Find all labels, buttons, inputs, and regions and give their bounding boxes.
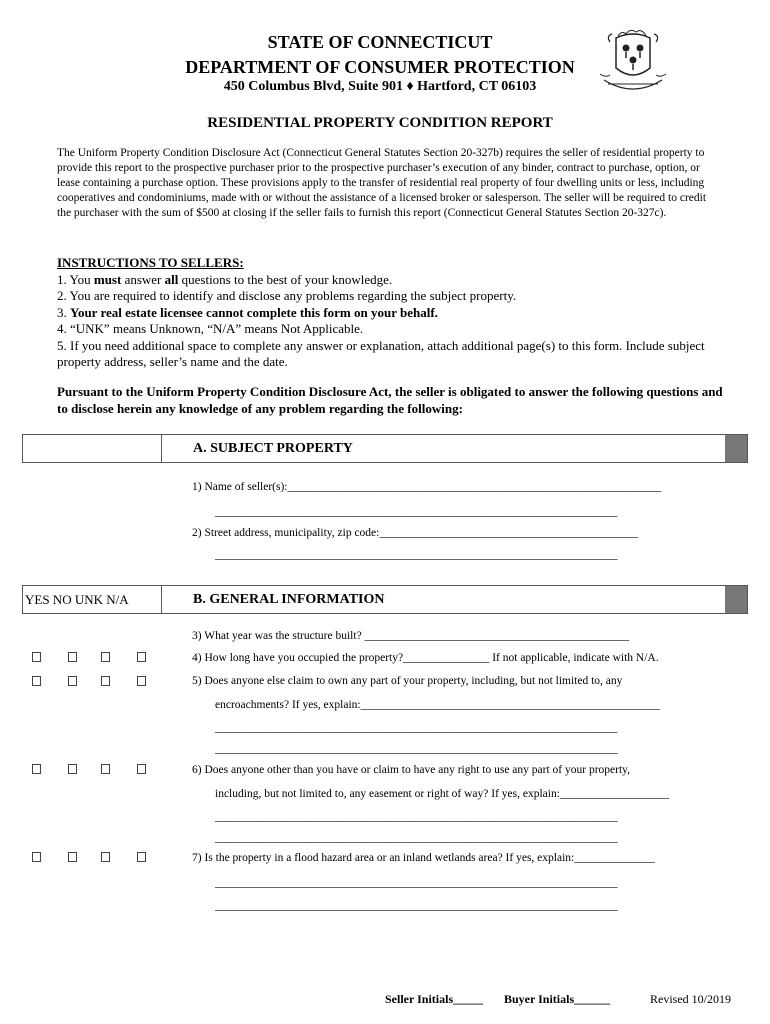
answer-columns-header: YES NO UNK N/A xyxy=(23,586,162,613)
section-a-shade xyxy=(725,435,747,462)
question-4[interactable]: 4) How long have you occupied the property?_______________ If not applicable, indicate with N/A. xyxy=(192,652,659,664)
q5-unk-checkbox[interactable] xyxy=(101,676,110,686)
section-a-header xyxy=(22,434,748,463)
q6-yes-checkbox[interactable] xyxy=(32,764,41,774)
q6-no-checkbox[interactable] xyxy=(68,764,77,774)
section-a-left-cell xyxy=(23,435,162,462)
header-address: 450 Columbus Blvd, Suite 901 ♦ Hartford, CT 06103 xyxy=(223,79,537,94)
q6-unk-checkbox[interactable] xyxy=(101,764,110,774)
buyer-initials-field[interactable]: Buyer Initials______ xyxy=(504,992,611,1006)
question-5-continued[interactable]: encroachments? If yes, explain:____________________________________________________ xyxy=(215,699,660,711)
q7-answer-line-1[interactable]: ______________________________________________________________________ xyxy=(215,877,618,889)
q4-na-checkbox[interactable] xyxy=(137,652,146,662)
section-a-title: A. SUBJECT PROPERTY xyxy=(193,441,353,456)
q4-no-checkbox[interactable] xyxy=(68,652,77,662)
question-6[interactable]: 6) Does anyone other than you have or claim to have any right to use any part of your property, xyxy=(192,764,631,776)
q4-yes-checkbox[interactable] xyxy=(32,652,41,662)
section-b-title: B. GENERAL INFORMATION xyxy=(193,592,385,607)
question-7[interactable]: 7) Is the property in a flood hazard area or an inland wetlands area? If yes, explain:______________ xyxy=(192,852,655,864)
instruction-4: 4. “UNK” means Unknown, “N/A” means Not Applicable. xyxy=(57,321,364,336)
q7-unk-checkbox[interactable] xyxy=(101,852,110,862)
intro-paragraph: The Uniform Property Condition Disclosure Act (Connecticut General Statutes Section 20-327b) requires the seller of residential property to provide this report to the prospective purchaser prior to the prospective purchaser’s execution of any binder, contract to purchase, option, or lease containing a purchase option. These provisions apply to the transfer of residential real property of four dwelling units or less, including cooperatives and condominiums, made with or without the assistance of a licensed broker or salesperson. The seller will be required to credit the purchaser with the sum of $500 at closing if the seller fails to furnish this report (Connecticut General Statutes Section 20-327c). xyxy=(57,147,707,219)
q7-answer-line-2[interactable]: ______________________________________________________________________ xyxy=(215,900,618,912)
form-title: RESIDENTIAL PROPERTY CONDITION REPORT xyxy=(207,115,553,131)
q4-unk-checkbox[interactable] xyxy=(101,652,110,662)
q6-na-checkbox[interactable] xyxy=(137,764,146,774)
instruction-3: 3. Your real estate licensee cannot complete this form on your behalf. xyxy=(57,304,438,320)
q7-no-checkbox[interactable] xyxy=(68,852,77,862)
instruction-2: 2. You are required to identify and disclose any problems regarding the subject property. xyxy=(57,288,517,303)
question-1[interactable]: 1) Name of seller(s):_________________________________________________________________ xyxy=(192,481,662,493)
q5-na-checkbox[interactable] xyxy=(137,676,146,686)
instructions-block xyxy=(57,255,727,371)
section-b-header xyxy=(22,585,748,614)
q6-answer-line-2[interactable]: ______________________________________________________________________ xyxy=(215,832,618,844)
header-state: STATE OF CONNECTICUT xyxy=(267,32,493,52)
q5-answer-line-2[interactable]: ______________________________________________________________________ xyxy=(215,743,618,755)
question-3[interactable]: 3) What year was the structure built? ______________________________________________ xyxy=(192,630,630,642)
state-seal-icon xyxy=(596,28,670,98)
q5-no-checkbox[interactable] xyxy=(68,676,77,686)
q6-answer-line-1[interactable]: ______________________________________________________________________ xyxy=(215,811,618,823)
q5-yes-checkbox[interactable] xyxy=(32,676,41,686)
q7-na-checkbox[interactable] xyxy=(137,852,146,862)
question-5[interactable]: 5) Does anyone else claim to own any part of your property, including, but not limited to, any xyxy=(192,675,623,687)
q7-yes-checkbox[interactable] xyxy=(32,852,41,862)
instruction-1: 1. You must answer all questions to the best of your knowledge. xyxy=(57,271,393,287)
instructions-title: INSTRUCTIONS TO SELLERS: xyxy=(57,255,244,270)
question-2[interactable]: 2) Street address, municipality, zip code:_____________________________________________ xyxy=(192,527,639,539)
answer-line-2[interactable]: ______________________________________________________________________ xyxy=(215,549,618,561)
instruction-5: 5. If you need additional space to complete any answer or explanation, attach additional page(s) to this form. Include subject property address, seller’s name and the date. xyxy=(57,337,705,369)
question-6-continued[interactable]: including, but not limited to, any easement or right of way? If yes, explain:___________________ xyxy=(215,788,670,800)
answer-line-1[interactable]: ______________________________________________________________________ xyxy=(215,506,618,518)
revision-date: Revised 10/2019 xyxy=(650,992,731,1006)
section-b-shade xyxy=(725,586,747,613)
q5-answer-line-1[interactable]: ______________________________________________________________________ xyxy=(215,722,618,734)
header-department: DEPARTMENT OF CONSUMER PROTECTION xyxy=(185,57,575,77)
pursuant-statement: Pursuant to the Uniform Property Condition Disclosure Act, the seller is obligated to answer the following questions and to disclose herein any knowledge of any problem regarding the following: xyxy=(57,384,723,416)
seller-initials-field[interactable]: Seller Initials_____ xyxy=(385,992,484,1006)
